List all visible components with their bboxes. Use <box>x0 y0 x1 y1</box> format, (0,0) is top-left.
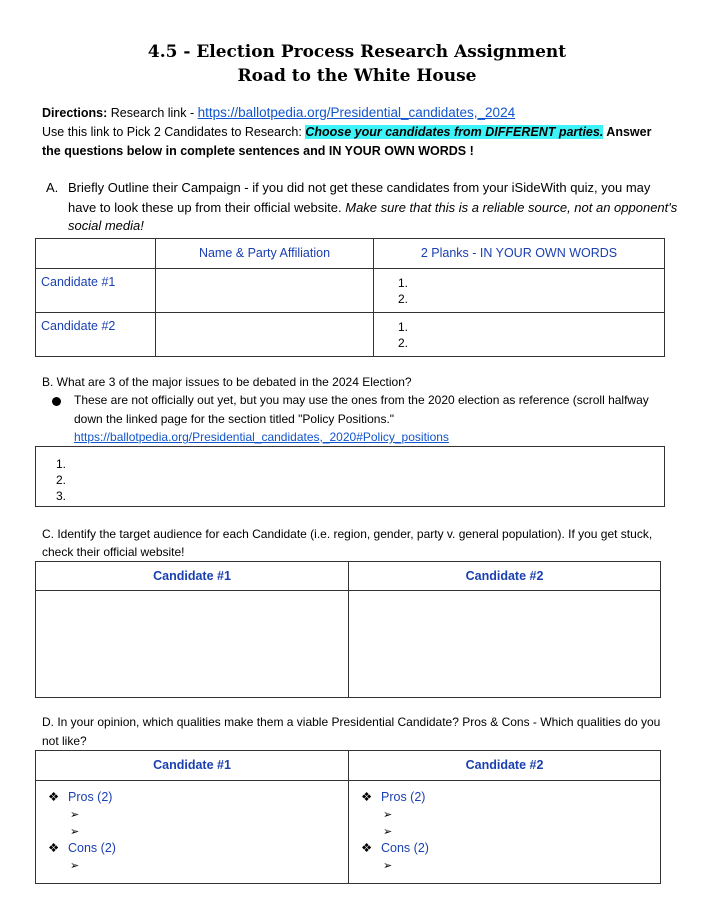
campaign-header-blank <box>36 239 156 269</box>
plank-item: 1. <box>398 276 409 290</box>
campaign-header-planks: 2 Planks - IN YOUR OWN WORDS <box>374 239 665 269</box>
section-c-line1: C. Identify the target audience for each Candidate (i.e. region, gender, party v. general population). If you get stuck, <box>42 527 653 541</box>
section-d-line1: D. In your opinion, which qualities make them a viable Presidential Candidate? Pros & Cons - Which qualities do you <box>42 715 661 729</box>
cons-label: Cons (2) <box>381 841 429 855</box>
diamond-bullet-icon: ❖ <box>48 790 60 804</box>
candidate-1-planks-field[interactable] <box>374 269 665 313</box>
directions-suffix: Answer <box>603 125 652 139</box>
pros-label: Pros (2) <box>381 790 426 804</box>
audience-field-candidate-1[interactable] <box>36 591 349 698</box>
section-d-line2: not like? <box>42 734 87 748</box>
pros-label: Pros (2) <box>68 790 113 804</box>
candidate-2-name-field[interactable] <box>156 313 374 357</box>
audience-header-candidate-1: Candidate #1 <box>36 562 349 591</box>
policy-positions-link[interactable]: https://ballotpedia.org/Presidential_candidates,_2020#Policy_positions <box>74 430 449 444</box>
section-b-bullet-line2: down the linked page for the section titled "Policy Positions." <box>74 412 395 426</box>
plank-item: 1. <box>398 320 409 334</box>
candidate-1-label: Candidate #1 <box>36 269 156 313</box>
arrow-bullet-icon: ➢ <box>70 860 80 872</box>
candidate-2-label: Candidate #2 <box>36 313 156 357</box>
directions-line <box>42 103 515 123</box>
campaign-header-name: Name & Party Affiliation <box>156 239 374 269</box>
section-a-italic-2: social media! <box>68 218 144 233</box>
candidate-2-planks-field[interactable] <box>374 313 665 357</box>
bullet-icon <box>52 397 61 406</box>
arrow-bullet-icon: ➢ <box>383 826 393 838</box>
section-a-line2 <box>68 198 677 218</box>
assignment-title: 4.5 - Election Process Research Assignment <box>147 42 567 62</box>
pros-cons-header-candidate-2: Candidate #2 <box>349 751 661 781</box>
pros-cons-header-candidate-1: Candidate #1 <box>36 751 349 781</box>
section-a-line3 <box>68 216 144 236</box>
diamond-bullet-icon: ❖ <box>361 790 373 804</box>
issue-item: 3. <box>56 489 67 503</box>
candidate-1-name-field[interactable] <box>156 269 374 313</box>
pros-cons-table <box>35 750 661 884</box>
audience-field-candidate-2[interactable] <box>349 591 661 698</box>
issue-item: 2. <box>56 473 67 487</box>
research-link-2024[interactable]: https://ballotpedia.org/Presidential_candidates,_2024 <box>197 105 516 120</box>
section-a-plain: have to look these up from their official website. <box>68 200 346 215</box>
issues-table <box>35 446 665 507</box>
pros-cons-field-candidate-1[interactable] <box>36 781 349 884</box>
section-c-line2: check their official website! <box>42 545 185 559</box>
section-a-marker: A. <box>46 180 59 195</box>
diamond-bullet-icon: ❖ <box>361 841 373 855</box>
directions-line-3 <box>42 141 474 161</box>
pros-cons-field-candidate-2[interactable] <box>349 781 661 884</box>
issues-answer-field[interactable] <box>36 447 665 507</box>
audience-header-candidate-2: Candidate #2 <box>349 562 661 591</box>
plank-item: 2. <box>398 336 409 350</box>
directions-instruction: the questions below in complete sentences and IN YOUR OWN WORDS ! <box>42 144 474 158</box>
section-b-question: B. What are 3 of the major issues to be debated in the 2024 Election? <box>42 375 412 389</box>
audience-table <box>35 561 661 698</box>
diamond-bullet-icon: ❖ <box>48 841 60 855</box>
arrow-bullet-icon: ➢ <box>70 826 80 838</box>
campaign-table <box>35 238 665 357</box>
section-b-bullet-line1: These are not officially out yet, but you may use the ones from the 2020 election as reference (scroll halfway <box>74 393 649 407</box>
directions-prefix: Use this link to Pick 2 Candidates to Research: <box>42 125 306 139</box>
section-a-line1: Briefly Outline their Campaign - if you did not get these candidates from your iSideWith quiz, you may <box>68 180 651 195</box>
cons-label: Cons (2) <box>68 841 116 855</box>
issue-item: 1. <box>56 457 67 471</box>
arrow-bullet-icon: ➢ <box>70 809 80 821</box>
highlight-different-parties: Choose your candidates from DIFFERENT parties. <box>305 125 604 139</box>
directions-label: Directions: <box>42 106 108 120</box>
directions-line-2 <box>42 122 651 142</box>
plank-item: 2. <box>398 292 409 306</box>
arrow-bullet-icon: ➢ <box>383 809 393 821</box>
directions-text: Research link - <box>107 106 198 120</box>
arrow-bullet-icon: ➢ <box>383 860 393 872</box>
assignment-subtitle: Road to the White House <box>237 66 477 86</box>
section-a-italic: Make sure that this is a reliable source, not an opponent's <box>345 200 678 215</box>
